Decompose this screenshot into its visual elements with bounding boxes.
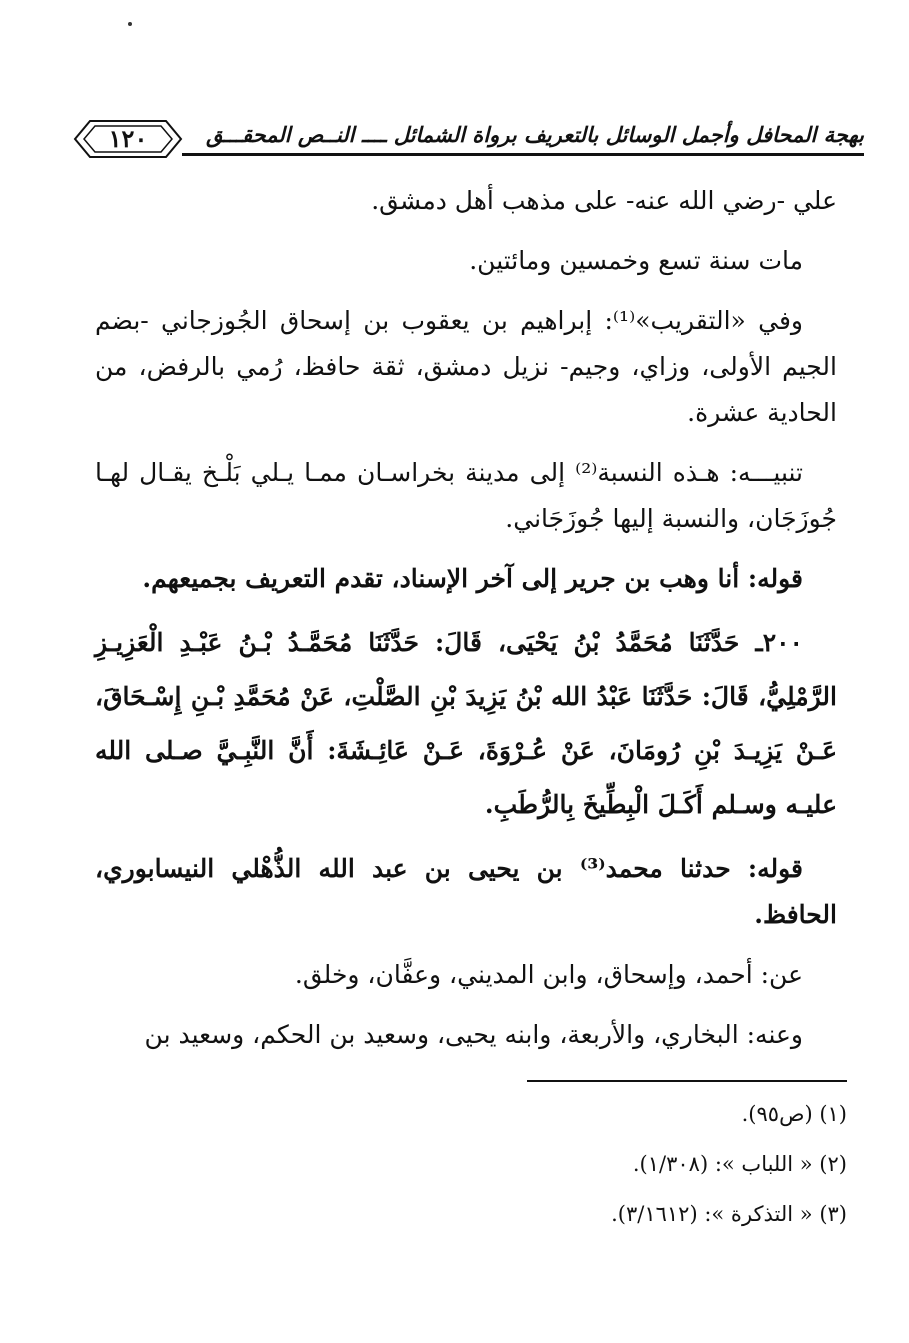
header-title: بهجة المحافل وأجمل الوسائل بالتعريف برواة الشمائل ــــ النــص المحقـــق	[206, 122, 864, 147]
paragraph: علي -رضي الله عنه- على مذهب أهل دمشق.	[371, 186, 837, 215]
page-number: ١٢٠	[108, 124, 148, 153]
bold-heading: قوله: أنا وهب بن جرير إلى آخر الإسناد، تقدم التعريف بجميعهم.	[142, 564, 803, 593]
bold-heading: قوله: حدثنا محمد⁽³⁾ بن يحيى بن عبد الله الذُّهْلي النيسابوري، الحافظ.	[95, 854, 837, 929]
footnote: (٢) « اللباب »: (١/٣٠٨).	[632, 1152, 847, 1176]
paragraph: وفي «التقريب»⁽¹⁾: إبراهيم بن يعقوب بن إسحاق الجُوزجاني -بضم الجيم الأولى، وزاي، وجيم- نزيل دمشق، ثقة حافظ، رُمي بالرفض، من الحادية عشرة.	[95, 306, 837, 427]
running-header	[72, 118, 864, 162]
header-rule	[182, 153, 864, 156]
paragraph: تنبيـــه: هـذه النسبة⁽²⁾ إلى مدينة بخراسـان ممـا يـلي بَلْـخ يقـال لهـا جُوزَجَان، والنسبة إليها جُوزَجَاني.	[95, 458, 837, 533]
paragraph: عن: أحمد، وإسحاق، وابن المديني، وعفَّان، وخلق.	[294, 960, 803, 989]
footnote: (١) (ص٩٥).	[741, 1102, 847, 1126]
footnotes	[120, 1080, 847, 1250]
footnote: (٣) « التذكرة »: (٣/١٦١٢).	[611, 1202, 847, 1226]
page-number-badge	[72, 118, 184, 160]
main-text	[95, 178, 837, 1072]
paragraph: مات سنة تسع وخمسين ومائتين.	[469, 246, 803, 275]
hadith-text: ٢٠٠ـ حَدَّثَنَا مُحَمَّدُ بْنُ يَحْيَى، قَالَ: حَدَّثَنَا مُحَمَّـدُ بْـنُ عَبْـدِ الْعَزِيـزِ الرَّمْلِيُّ، قَالَ: حَدَّثَنَا عَبْدُ الله بْنُ يَزِيدَ بْنِ الصَّلْتِ، عَنْ مُحَمَّدِ بْـنِ إِسْـحَاقَ، عَـنْ يَزِيـدَ بْنِ رُومَانَ، عَنْ عُـرْوَةَ، عَـنْ عَائِـشَةَ: أَنَّ النَّبِـيَّ صـلى الله عليـه وسـلم أَكَـلَ الْبِطِّيخَ بِالرُّطَبِ.	[95, 628, 837, 819]
paragraph: وعنه: البخاري، والأربعة، وابنه يحيى، وسعيد بن الحكم، وسعيد بن	[144, 1020, 803, 1049]
footnote-separator	[527, 1080, 847, 1082]
scan-speck	[128, 22, 132, 26]
